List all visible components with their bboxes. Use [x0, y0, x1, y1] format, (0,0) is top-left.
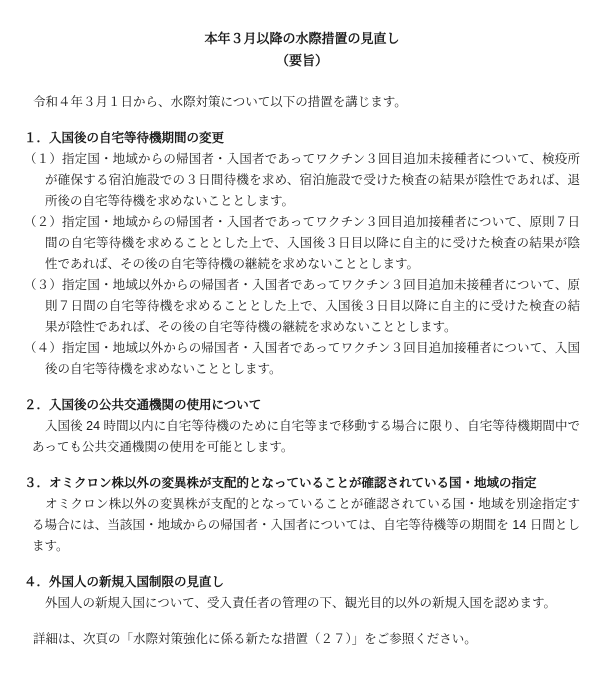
item-4-text: 指定国・地域以外からの帰国者・入国者であってワクチン３回目追加接種者について、入国後の自宅等待機を求めないこととします。 [45, 341, 580, 376]
intro-paragraph: 令和４年３月１日から、水際対策について以下の措置を講じます。 [33, 95, 407, 109]
item-1-text: 指定国・地域からの帰国者・入国者であってワクチン３回目追加未接種者について、検疫所が確保する宿泊施設での３日間待機を求め、宿泊施設で受けた検査の結果が陰性であれば、退所後の自宅等待機を求めないこととします。 [45, 152, 580, 208]
section-2-body: 入国後 24 時間以内に自宅等待機のために自宅等まで移動する場合に限り、自宅等待機期間中であっても公共交通機関の使用を可能とします。 [32, 419, 580, 454]
section-4-body: 外国人の新規入国について、受入責任者の管理の下、観光目的以外の新規入国を認めます。 [45, 596, 557, 610]
item-4-label: （４） [24, 341, 63, 355]
section-1 [24, 128, 580, 380]
section-3-heading: ３．オミクロン株以外の変異株が支配的となっていることが確認されている国・地域の指定 [24, 476, 537, 490]
section-4 [24, 572, 580, 614]
list-item-1 [24, 149, 580, 212]
section-2-heading: ２．入国後の公共交通機関の使用について [24, 398, 262, 412]
reference-note: 詳細は、次頁の「水際対策強化に係る新たな措置（２７）」をご参照ください。 [33, 632, 477, 646]
section-3-body: オミクロン株以外の変異株が支配的となっていることが確認されている国・地域を別途指定する場合には、当該国・地域からの帰国者・入国者については、自宅等待機等の期間を 14 日間とします。 [32, 497, 580, 553]
item-2-label: （２） [24, 215, 63, 229]
section-1-heading: １．入国後の自宅等待機期間の変更 [24, 131, 225, 145]
list-item-2 [24, 212, 580, 275]
list-item-3 [24, 275, 580, 338]
section-2 [24, 395, 580, 458]
item-3-label: （３） [24, 278, 63, 292]
list-item-4 [24, 338, 580, 380]
section-3 [24, 473, 580, 557]
document-title: 本年３月以降の水際措置の見直し [204, 31, 400, 46]
item-3-text: 指定国・地域以外からの帰国者・入国者であってワクチン３回目追加未接種者について、原則７日間の自宅等待機を求めることとした上で、入国後３日目以降に自主的に受けた検査の結果が陰性であれば、その後の自宅等待機の継続を求めないこととします。 [45, 278, 580, 334]
document-subtitle: （要旨） [275, 53, 328, 68]
section-4-heading: ４．外国人の新規入国制限の見直し [24, 575, 225, 589]
item-1-label: （１） [24, 152, 63, 166]
item-2-text: 指定国・地域からの帰国者・入国者であってワクチン３回目追加接種者について、原則７日間の自宅等待機を求めることとした上で、入国後３日目以降に自主的に受けた検査の結果が陰性であれば、その後の自宅等待機の継続を求めないこととします。 [45, 215, 580, 271]
